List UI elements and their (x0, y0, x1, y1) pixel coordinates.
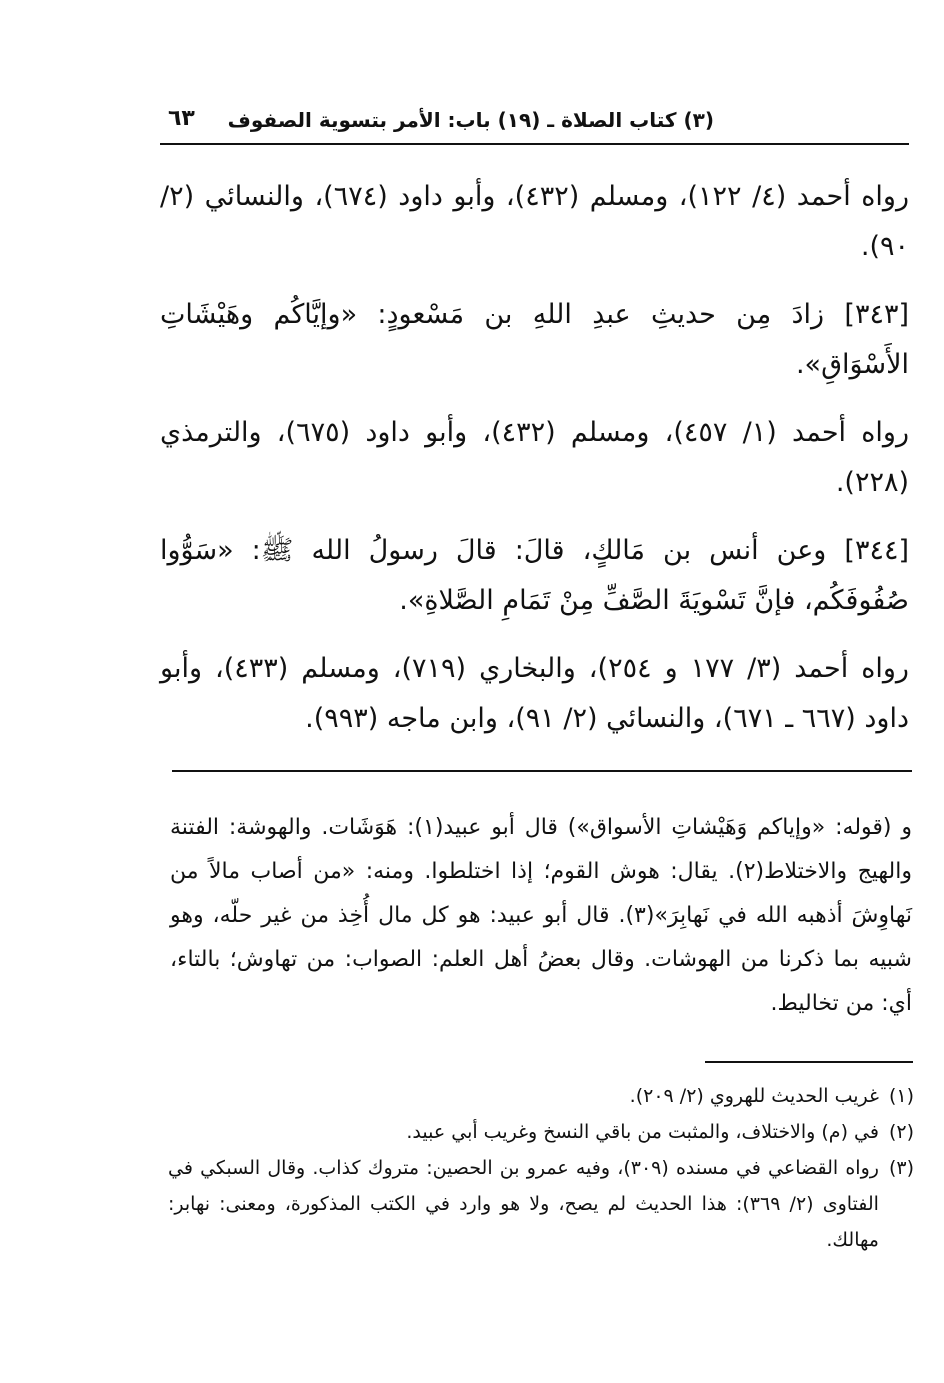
takhrij-paragraph: رواه أحمد (١/ ٤٥٧)، ومسلم (٤٣٢)، وأبو داود (٦٧٥)، والترمذي (٢٢٨). (160, 417, 909, 498)
running-header (160, 108, 904, 144)
footnote-separator (705, 1061, 913, 1063)
header-title: (٣) كتاب الصلاة ـ (١٩) باب: الأمر بتسوية الصفوف (227, 108, 714, 132)
hadith-344: [٣٤٤] وعن أنس بن مَالكٍ، قالَ: قالَ رسولُ الله ﷺ: «سَوُّوا صُفُوفَكُم، فإنَّ تَسْويَةَ الصَّفِّ مِنْ تَمَامِ الصَّلاةِ». (160, 535, 909, 616)
header-rule (160, 143, 909, 145)
commentary-section (170, 806, 912, 1026)
takhrij-paragraph: رواه أحمد (٣/ ١٧٧ و ٢٥٤)، والبخاري (٧١٩)، ومسلم (٤٣٣)، وأبو داود (٦٦٧ ـ ٦٧١)، والنسائي (٢/ ٩١)، وابن ماجه (٩٩٣). (160, 653, 909, 734)
footnote-number: (٣) (888, 1157, 914, 1179)
footnote-number: (٢) (888, 1121, 914, 1143)
main-text (160, 172, 909, 762)
page-number: ٦٣ (168, 106, 195, 131)
footnote-number: (١) (888, 1085, 914, 1107)
footnote (168, 1150, 914, 1258)
footnote (168, 1078, 914, 1114)
footnote-text: رواه القضاعي في مسنده (٣٠٩)، وفيه عمرو بن الحصين: متروك كذاب. وقال السبكي في الفتاوى (٢/ ٣٦٩): هذا الحديث لم يصح، ولا هو وارد في الكتب المذكورة، ومعنى: نهابر: مهالك. (168, 1157, 879, 1251)
commentary-paragraph: و (قوله: «وإياكم وَهَيْشاتِ الأسواق») قال أبو عبيد(١): هَوَشَات. والهوشة: الفتنة والهيج والاختلاط(٢). يقال: هوش القوم؛ إذا اختلطوا. ومنه: «من أصاب مالاً من نَهاوِشَ أذهبه الله في نَهابِرَ»(٣). قال أبو عبيد: هو كل مال أُخِذ من غير حلّه، وهو شبيه بما ذكرنا من الهوشات. وقال بعضُ أهل العلم: الصواب: من تهاوش؛ بالتاء، أي: من تخاليط. (170, 815, 912, 1016)
footnote-text: في (م) والاختلاف، والمثبت من باقي النسخ وغريب أبي عبيد. (406, 1121, 879, 1143)
footnote (168, 1114, 914, 1150)
takhrij-paragraph: رواه أحمد (٤/ ١٢٢)، ومسلم (٤٣٢)، وأبو داود (٦٧٤)، والنسائي (٢/ ٩٠). (160, 181, 909, 262)
footnotes-section (168, 1078, 914, 1258)
hadith-343: [٣٤٣] زادَ مِن حديثِ عبدِ اللهِ بن مَسْعودٍ: «وإيَّاكُم وهَيْشَاتِ الأَسْوَاقِ». (160, 299, 909, 380)
commentary-separator (172, 770, 912, 772)
footnote-text: غريب الحديث للهروي (٢/ ٢٠٩). (629, 1085, 879, 1107)
